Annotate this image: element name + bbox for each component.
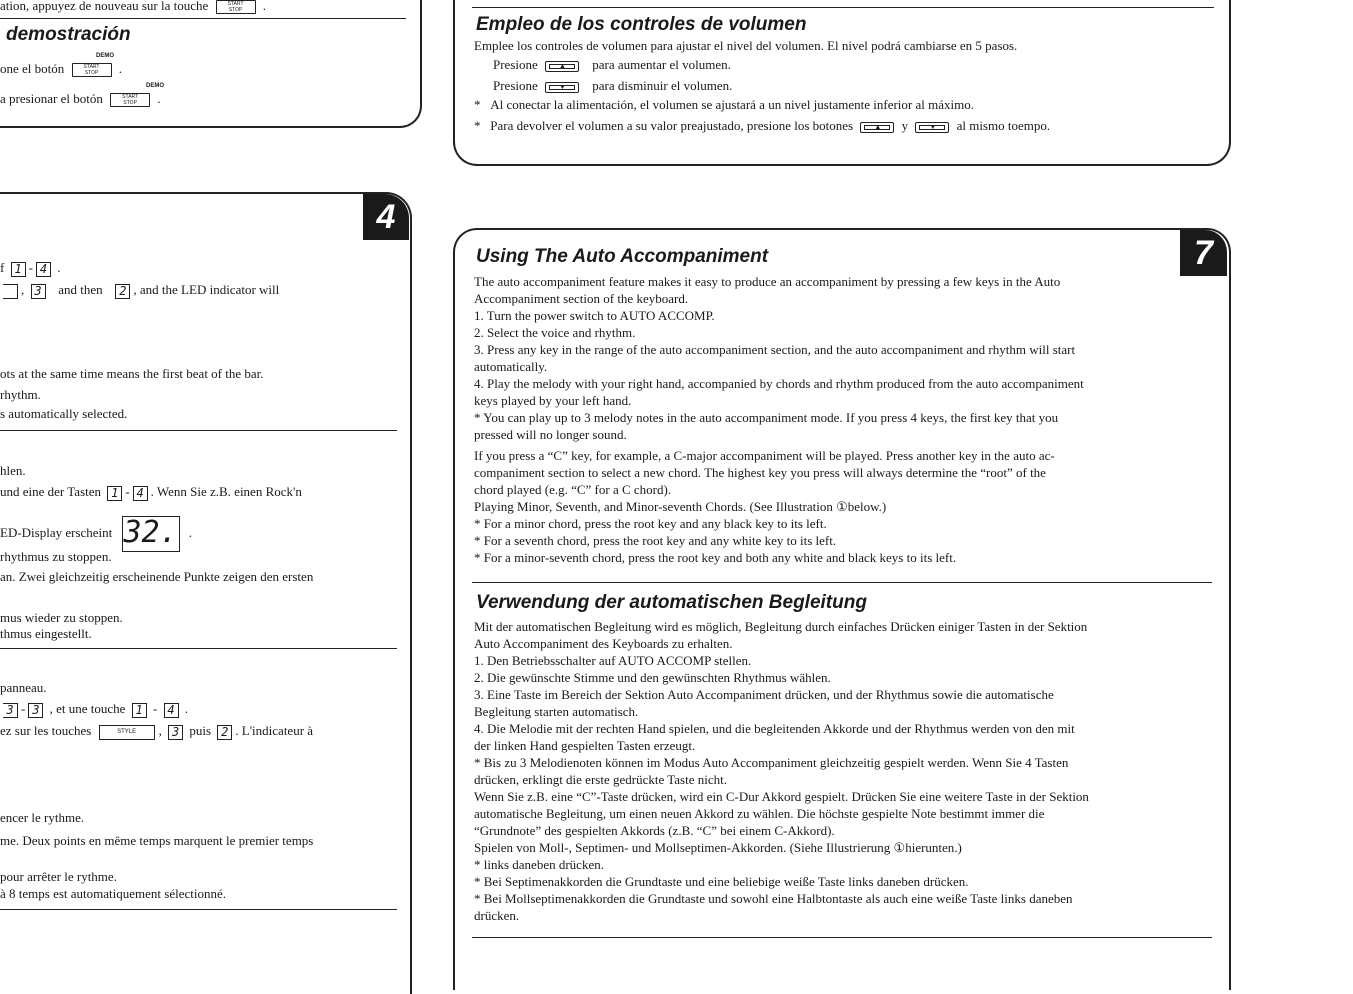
- volume-up-key-icon: ▲: [860, 122, 894, 133]
- key-1-icon: 1: [107, 486, 122, 501]
- section-badge-7: 7: [1180, 230, 1227, 276]
- text-line: Wenn Sie z.B. eine “C”-Taste drücken, wird ein C-Dur Akkord gespielt. Drücken Sie eine weitere Taste in der Sektion: [474, 789, 1089, 804]
- text-line: Playing Minor, Seventh, and Minor-seventh Chords. (See Illustration ①below.): [474, 499, 887, 514]
- de-line-2: und eine der Tasten 1 - 4 . Wenn Sie z.B. einen Rock'n: [0, 484, 302, 500]
- en-line-4: rhythm.: [0, 387, 41, 402]
- text-line: * For a minor-seventh chord, press the root key and both any white and black keys to its left.: [474, 550, 957, 565]
- text-line: 1. Turn the power switch to AUTO ACCOMP.: [474, 308, 715, 323]
- text-line: * Bei Mollseptimenakkorden die Grundtaste und sowohl eine Halbtontaste als auch eine weiße Taste links daneben: [474, 891, 1073, 906]
- de-line-4: rhythmus zu stoppen.: [0, 549, 112, 564]
- text-line: keys played by your left hand.: [474, 393, 632, 408]
- demo-line-3: a presionar el botón START STOP .: [0, 91, 161, 107]
- text-line: 2. Select the voice and rhythm.: [474, 325, 636, 340]
- start-stop-key-icon: START STOP: [216, 0, 256, 14]
- divider: [0, 648, 397, 649]
- text-line: 3. Press any key in the range of the auto accompaniment section, and the auto accompaniment and rhythm will start: [474, 342, 1076, 357]
- key-4-icon: 4: [133, 486, 148, 501]
- text-line: Accompaniment section of the keyboard.: [474, 291, 689, 306]
- volume-heading: Empleo de los controles de volumen: [476, 14, 807, 35]
- de-line-5: an. Zwei gleichzeitig erscheinende Punkte zeigen den ersten: [0, 569, 314, 584]
- text-line: 1. Den Betriebsschalter auf AUTO ACCOMP stellen.: [474, 653, 752, 668]
- text-line: 2. Die gewünschte Stimme und den gewünschten Rhythmus wählen.: [474, 670, 831, 685]
- fr-line-4: encer le rythme.: [0, 810, 85, 825]
- fr-line-6: pour arrêter le rythme.: [0, 869, 117, 884]
- volume-note-1: * Al conectar la alimentación, el volumen se ajustará a un nivel justamente inferior al máximo.: [474, 97, 974, 112]
- divider: [0, 430, 397, 431]
- key-icon: [3, 284, 18, 299]
- key-3-icon: 3: [31, 284, 46, 299]
- volume-down-key-icon: ▼: [915, 122, 949, 133]
- section-badge-4: 4: [363, 194, 409, 240]
- en-line-3: ots at the same time means the first beat of the bar.: [0, 366, 264, 381]
- text-line: automatically.: [474, 359, 548, 374]
- auto-accomp-heading-de: Verwendung der automatischen Begleitung: [476, 592, 867, 613]
- demo-heading: demostración: [6, 24, 131, 45]
- text-line: Auto Accompaniment des Keyboards zu erhalten.: [474, 636, 733, 651]
- text-line: “Grundnote” des gespielten Akkords (z.B. “C” bei einem C-Akkord).: [474, 823, 835, 838]
- text-line: 4. Die Melodie mit der rechten Hand spielen, und die begleitenden Akkorde und der Rhythmus werden von den mit: [474, 721, 1075, 736]
- fr-line-3: ez sur les touches STYLE , 3 puis 2 . L'indicateur à: [0, 723, 314, 739]
- text-line: automatische Begleitung, um einen neuen Akkord zu wählen. Die höchste gespielte Note bestimmt immer die: [474, 806, 1045, 821]
- text-line: * For a minor chord, press the root key and any black key to its left.: [474, 516, 827, 531]
- text-line: * Bis zu 3 Melodienoten können im Modus Auto Accompaniment gleichzeitig gespielt werden. Wenn Sie 4 Tasten: [474, 755, 1069, 770]
- key-1-icon: 1: [132, 703, 147, 718]
- text-line: drücken.: [474, 908, 520, 923]
- de-line-7: thmus eingestellt.: [0, 626, 92, 641]
- text-line: der linken Hand gespielten Tasten erzeugt.: [474, 738, 696, 753]
- fr-line-1: panneau.: [0, 680, 47, 695]
- fr-line-7: à 8 temps est automatiquement sélectionné.: [0, 886, 226, 901]
- volume-intro: Emplee los controles de volumen para ajustar el nivel del volumen. El nivel podrá cambiarse en 5 pasos.: [474, 38, 1018, 53]
- key-2-icon: 2: [217, 725, 232, 740]
- key-3-icon: 3: [3, 703, 18, 718]
- key-3-icon: 3: [28, 703, 43, 718]
- demo-label: DEMO: [146, 83, 164, 89]
- fr-line-2: 3 - 3 , et une touche 1 - 4 .: [0, 700, 188, 718]
- key-4-icon: 4: [36, 262, 51, 277]
- volume-up-key-icon: ▲: [545, 61, 579, 72]
- text-line: Spielen von Moll-, Septimen- und Mollseptimen-Akkorden. (Siehe Illustrierung ①hierunten.): [474, 840, 962, 855]
- start-stop-key-icon: START STOP: [110, 93, 150, 107]
- text-line: chord played (e.g. “C” for a C chord).: [474, 482, 672, 497]
- volume-note-2: * Para devolver el volumen a su valor preajustado, presione los botones ▲ y ▼ al mismo toempo.: [474, 118, 1051, 133]
- volume-down-key-icon: ▼: [545, 82, 579, 93]
- key-3-icon: 3: [168, 725, 183, 740]
- de-line-3: ED-Display erscheint 32. .: [0, 515, 193, 550]
- volume-up-line: Presione ▲ para aumentar el volumen.: [493, 57, 731, 72]
- led-display-icon: 32.: [123, 515, 178, 550]
- demo-label: DEMO: [96, 53, 114, 59]
- text-line: 4. Play the melody with your right hand, accompanied by chords and rhythm produced from the auto accompaniment: [474, 376, 1084, 391]
- text-line: * You can play up to 3 melody notes in the auto accompaniment mode. If you press 4 keys, the first key that you: [474, 410, 1059, 425]
- text-line: * Bei Septimenakkorden die Grundtaste und eine beliebige weiße Taste links daneben drücken.: [474, 874, 969, 889]
- text-line: drücken, erklingt die erste gedrückte Taste nicht.: [474, 772, 727, 787]
- key-4-icon: 4: [164, 703, 179, 718]
- text-line: If you press a “C” key, for example, a C-major accompaniment will be played. Press another key in the auto ac-: [474, 448, 1055, 463]
- text-line: pressed will no longer sound.: [474, 427, 627, 442]
- volume-down-line: Presione ▼ para disminuir el volumen.: [493, 78, 733, 93]
- divider: [472, 582, 1212, 583]
- divider: [0, 18, 406, 19]
- start-stop-key-icon: START STOP: [72, 63, 112, 77]
- divider: [0, 909, 397, 910]
- text-line: * For a seventh chord, press the root key and any white key to its left.: [474, 533, 837, 548]
- style-key-icon: STYLE: [99, 725, 155, 740]
- text-line: Begleitung starten automatisch.: [474, 704, 639, 719]
- key-1-icon: 1: [11, 262, 26, 277]
- text-line: Mit der automatischen Begleitung wird es möglich, Begleitung durch einfaches Drücken einiger Tasten in der Sektion: [474, 619, 1088, 634]
- divider: [472, 7, 1214, 8]
- en-line-1: f 1 - 4 .: [0, 260, 61, 276]
- demo-line-1: ation, appuyez de nouveau sur la touche START STOP .: [0, 0, 267, 14]
- en-line-5: s automatically selected.: [0, 406, 128, 421]
- fr-line-5: me. Deux points en même temps marquent le premier temps: [0, 833, 314, 848]
- text-line: * links daneben drücken.: [474, 857, 604, 872]
- demo-line-2: one el botón START STOP .: [0, 61, 123, 77]
- de-line-1: hlen.: [0, 463, 26, 478]
- text-line: companiment section to select a new chord. The highest key you press will always determine the “root” of the: [474, 465, 1046, 480]
- key-2-icon: 2: [115, 284, 130, 299]
- en-line-2: , 3 and then 2 , and the LED indicator will: [0, 281, 279, 299]
- de-line-6: mus wieder zu stoppen.: [0, 610, 123, 625]
- text-line: The auto accompaniment feature makes it easy to produce an accompaniment by pressing a few keys in the Auto: [474, 274, 1061, 289]
- divider: [472, 937, 1212, 938]
- auto-accomp-heading-en: Using The Auto Accompaniment: [476, 246, 769, 267]
- text-line: 3. Eine Taste im Bereich der Sektion Auto Accompaniment drücken, und der Rhythmus sowie die automatische: [474, 687, 1054, 702]
